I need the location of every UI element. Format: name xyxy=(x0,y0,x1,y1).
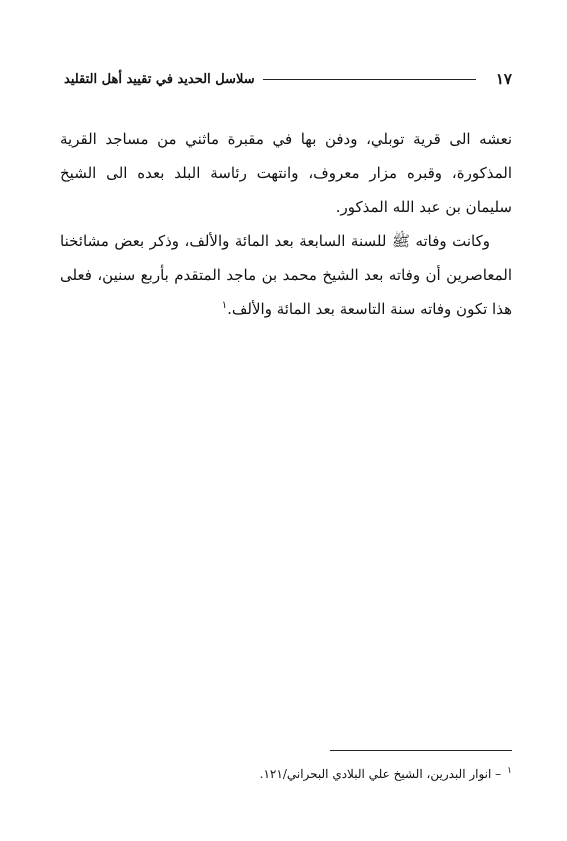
footnote xyxy=(60,762,512,783)
paragraph-2 xyxy=(60,224,512,326)
body-text xyxy=(60,122,512,326)
page-header xyxy=(64,66,512,92)
footnote-reference: ١ xyxy=(221,300,228,311)
header-rule xyxy=(263,79,476,80)
footnote-rule xyxy=(330,750,512,751)
footnote-marker: ١ xyxy=(507,766,512,776)
paragraph-1: نعشه الى قرية توبلي، ودفن بها في مقبرة ماثني من مساجد القرية المذكورة، وقبره مزار معروف، وانتهت رئاسة البلد بعده الى الشيخ سليمان بن عبد الله المذكور. xyxy=(60,130,512,216)
paragraph-2-text: وكانت وفاته ﷺ للسنة السابعة بعد المائة والألف، وذكر بعض مشائخنا المعاصرين أن وفاته بعد الشيخ محمد بن ماجد المتقدم بأربع سنين، فعلى هذا تكون وفاته سنة التاسعة بعد المائة والألف. xyxy=(60,232,512,318)
running-title: سلاسل الحديد في تقييد أهل التقليد xyxy=(64,71,255,87)
footnote-text: – انوار البدرين، الشيخ علي البلادي البحراني/١٢١. xyxy=(259,767,502,781)
page-number: ١٧ xyxy=(495,70,512,88)
